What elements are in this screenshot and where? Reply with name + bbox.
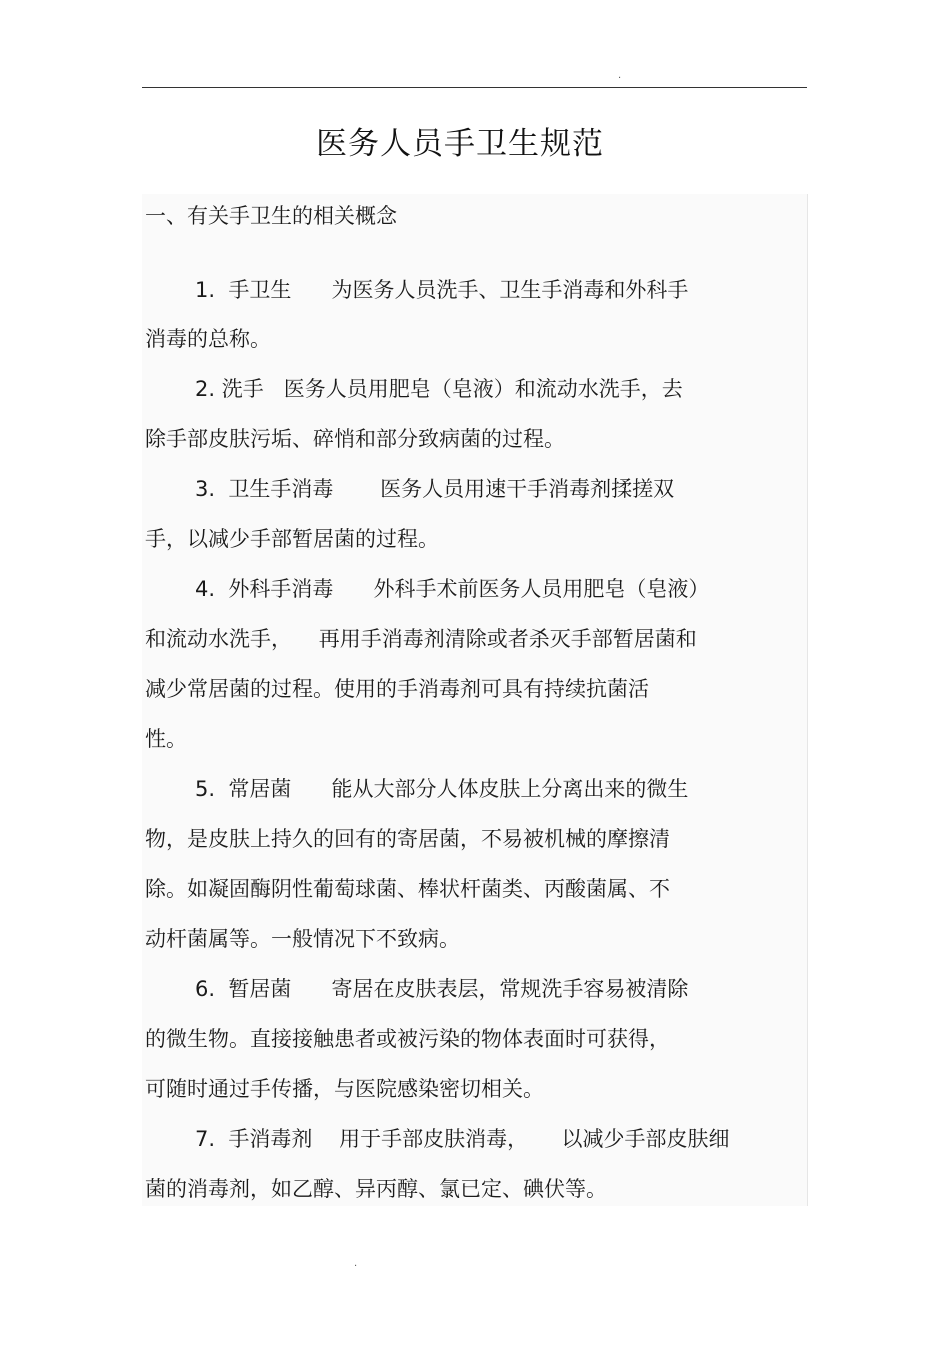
definition-3-line-2: 手，以减少手部暂居菌的过程。 [145,527,439,551]
definition-2-line-1: 2. 洗手 医务人员用肥皂（皂液）和流动水洗手，去 [195,377,683,401]
definition-5-line-2: 物，是皮肤上持久的回有的寄居菌，不易被机械的摩擦清 [145,827,670,851]
definition-3-line-1: 3. 卫生手消毒 医务人员用速干手消毒剂揉搓双 [195,477,675,501]
footer-dot: . [354,1258,358,1269]
header-rule [142,87,807,88]
definition-7-line-2: 菌的消毒剂，如乙醇、异丙醇、氯已定、碘伏等。 [145,1177,607,1201]
definition-2-line-2: 除手部皮肤污垢、碎悄和部分致病菌的过程。 [145,427,565,451]
definition-6-line-1: 6. 暂居菌 寄居在皮肤表层，常规洗手容易被清除 [195,977,689,1001]
definition-5-line-3: 除。如凝固酶阴性葡萄球菌、棒状杆菌类、丙酸菌属、不 [145,877,670,901]
definition-4-line-1: 4. 外科手消毒 外科手术前医务人员用肥皂（皂液） [195,577,710,601]
definition-7-line-1: 7. 手消毒剂 用于手部皮肤消毒， 以减少手部皮肤细 [195,1127,730,1151]
definition-1-line-1: 1. 手卫生 为医务人员洗手、卫生手消毒和外科手 [195,278,689,302]
definition-4-line-4: 性。 [145,727,187,751]
definition-4-line-3: 减少常居菌的过程。使用的手消毒剂可具有持续抗菌活 [145,677,649,701]
document-title: 医务人员手卫生规范 [316,126,604,162]
definition-4-line-2: 和流动水洗手， 再用手消毒剂清除或者杀灭手部暂居菌和 [145,627,697,651]
definition-6-line-3: 可随时通过手传播，与医院感染密切相关。 [145,1077,544,1101]
section-heading: 一、有关手卫生的相关概念 [145,204,397,228]
definition-5-line-4: 动杆菌属等。一般情况下不致病。 [145,927,460,951]
definition-6-line-2: 的微生物。直接接触患者或被污染的物体表面时可获得， [145,1027,670,1051]
definition-5-line-1: 5. 常居菌 能从大部分人体皮肤上分离出来的微生 [195,777,689,801]
definition-1-line-2: 消毒的总称。 [145,327,271,351]
header-dot: . [618,70,622,81]
